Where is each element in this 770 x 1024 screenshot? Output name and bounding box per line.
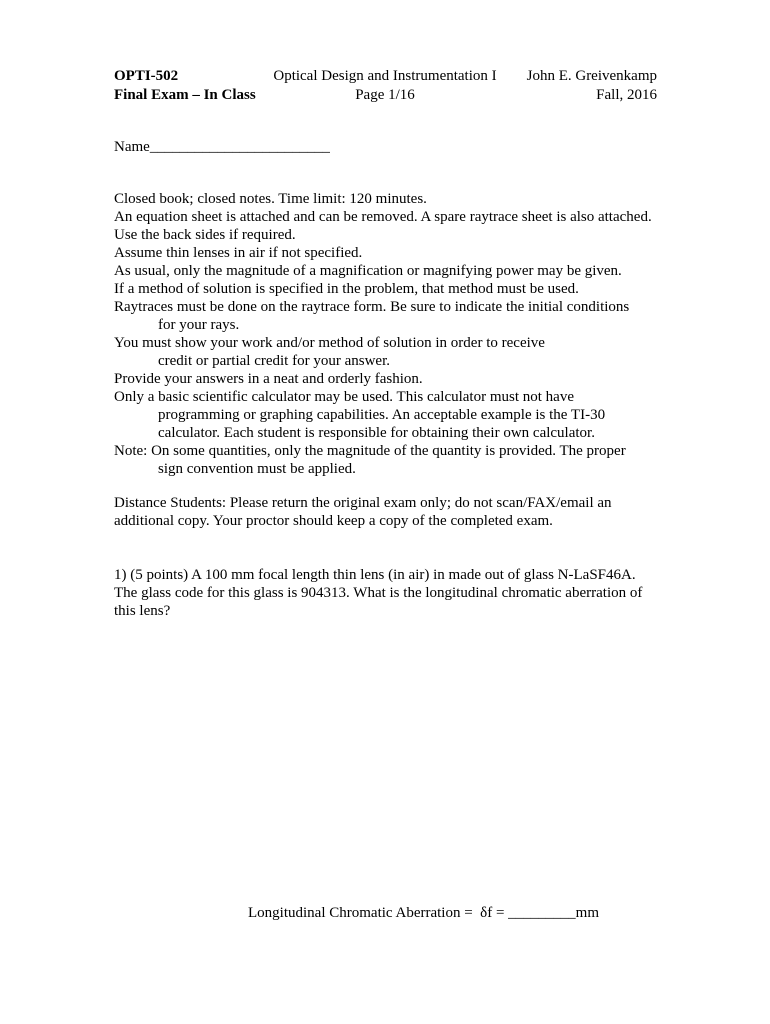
instruction-line: As usual, only the magnitude of a magnification or magnifying power may be given. [114, 263, 622, 279]
question-1 [114, 566, 674, 620]
instruction-line: for your rays. [158, 317, 240, 333]
instruction-line: Provide your answers in a neat and orderly fashion. [114, 371, 423, 387]
instruction-line: If a method of solution is specified in the problem, that method must be used. [114, 281, 579, 297]
instructions-block [114, 190, 674, 478]
header-left [114, 67, 256, 105]
instruction-line: Raytraces must be done on the raytrace form. Be sure to indicate the initial conditions [114, 299, 630, 315]
instruction-line: sign convention must be applied. [158, 461, 356, 477]
note-line: Distance Students: Please return the original exam only; do not scan/FAX/email an [114, 495, 612, 511]
instruction-line: Only a basic scientific calculator may be used. This calculator must not have [114, 389, 574, 405]
header-right [500, 67, 657, 105]
note-line: additional copy. Your proctor should keep a copy of the completed exam. [114, 513, 553, 529]
distance-students-note [114, 494, 674, 530]
instruction-line: You must show your work and/or method of solution in order to receive [114, 335, 545, 351]
question-line: The glass code for this glass is 904313. What is the longitudinal chromatic aberration of [114, 585, 643, 601]
instruction-line: programming or graphing capabilities. An acceptable example is the TI-30 [158, 407, 606, 423]
instructor-name: John E. Greivenkamp [526, 68, 657, 84]
question-line: this lens? [114, 603, 171, 619]
instruction-line: Note: On some quantities, only the magnitude of the quantity is provided. The proper [114, 443, 626, 459]
term: Fall, 2016 [596, 87, 657, 103]
header-center [270, 67, 500, 105]
page-number: Page 1/16 [355, 87, 415, 103]
instruction-line: credit or partial credit for your answer. [158, 353, 390, 369]
instruction-line: Assume thin lenses in air if not specified. [114, 245, 363, 261]
instruction-line: calculator. Each student is responsible for obtaining their own calculator. [158, 425, 595, 441]
exam-type: Final Exam – In Class [114, 87, 256, 103]
instruction-line: An equation sheet is attached and can be removed. A spare raytrace sheet is also attached. [114, 209, 652, 225]
instruction-line: Use the back sides if required. [114, 227, 296, 243]
name-line: Name________________________ [114, 139, 330, 155]
question-line: 1) (5 points) A 100 mm focal length thin lens (in air) in made out of glass N-LaSF46A. [114, 567, 636, 583]
course-code: OPTI-502 [114, 68, 179, 84]
answer-line: Longitudinal Chromatic Aberration = δf = _________mm [248, 905, 600, 921]
course-title: Optical Design and Instrumentation I [273, 68, 497, 84]
instruction-line: Closed book; closed notes. Time limit: 120 minutes. [114, 191, 427, 207]
